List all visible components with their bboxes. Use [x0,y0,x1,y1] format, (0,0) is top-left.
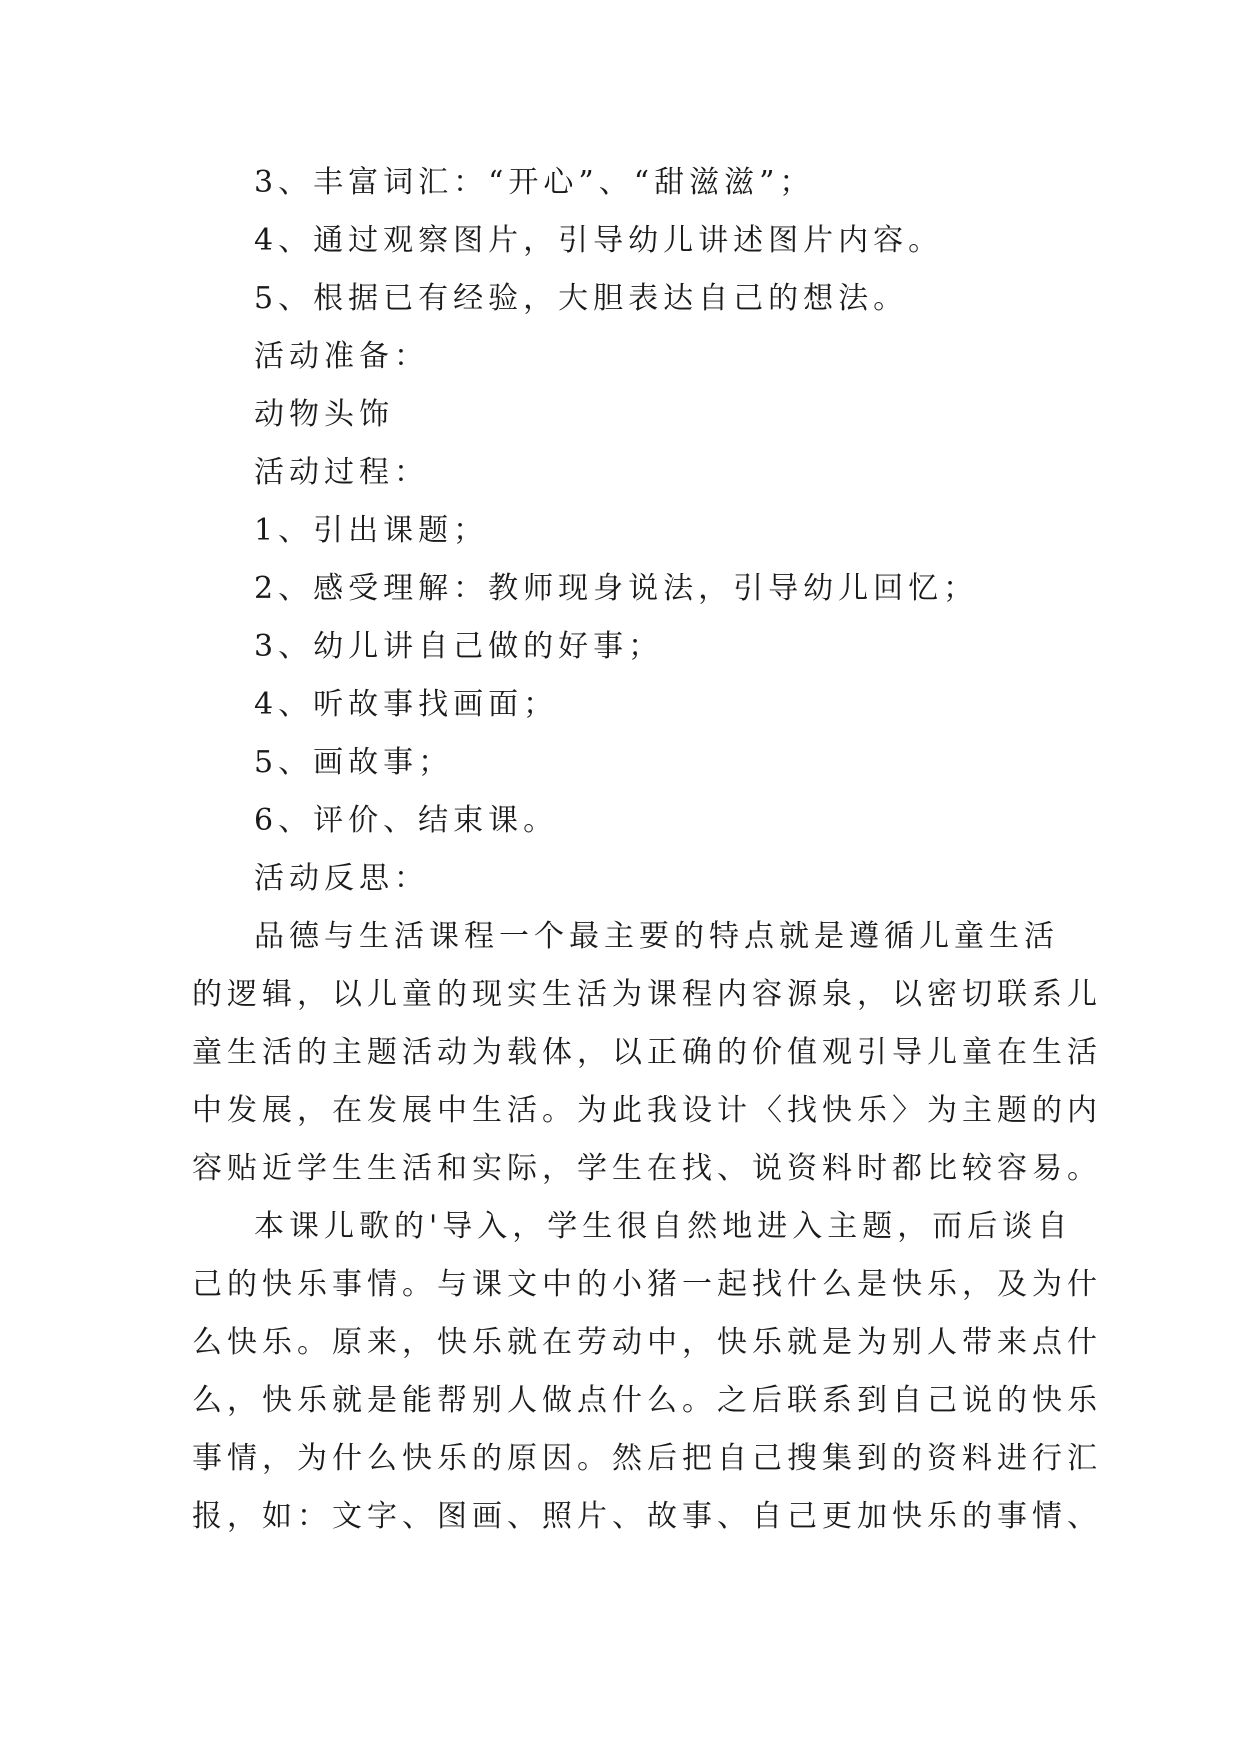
heading-reflection: 活动反思： [254,861,429,896]
paragraph-line: 事情，为什么快乐的原因。然后把自己搜集到的资料进行汇 [192,1441,1102,1476]
preparation-item: 动物头饰 [254,397,394,432]
paragraph-line: 品德与生活课程一个最主要的特点就是遵循儿童生活 [254,919,1059,954]
paragraph-line: 中发展，在发展中生活。为此我设计〈找快乐〉为主题的内 [192,1093,1102,1128]
process-step-4: 4、听故事找画面； [254,687,559,722]
process-step-3: 3、幼儿讲自己做的好事； [254,629,664,664]
heading-preparation: 活动准备： [254,339,429,374]
heading-process: 活动过程： [254,455,429,490]
paragraph-line: 容贴近学生生活和实际，学生在找、说资料时都比较容易。 [192,1151,1102,1186]
paragraph-line: 己的快乐事情。与课文中的小猪一起找什么是快乐，及为什 [192,1267,1102,1302]
objective-4: 4、通过观察图片，引导幼儿讲述图片内容。 [254,223,944,258]
paragraph-line: 本课儿歌的'导入，学生很自然地进入主题，而后谈自 [254,1209,1073,1244]
process-step-2: 2、感受理解：教师现身说法，引导幼儿回忆； [254,571,979,606]
process-step-6: 6、评价、结束课。 [254,803,559,838]
objective-3: 3、丰富词汇：“开心”、“甜滋滋”； [254,165,815,200]
paragraph-line: 报，如：文字、图画、照片、故事、自己更加快乐的事情、 [192,1499,1102,1534]
objective-5: 5、根据已有经验，大胆表达自己的想法。 [254,281,909,316]
process-step-1: 1、引出课题； [254,513,489,548]
process-step-5: 5、画故事； [254,745,454,780]
paragraph-line: 童生活的主题活动为载体，以正确的价值观引导儿童在生活 [192,1035,1102,1070]
paragraph-line: 么快乐。原来，快乐就在劳动中，快乐就是为别人带来点什 [192,1325,1102,1360]
paragraph-line: 的逻辑，以儿童的现实生活为课程内容源泉，以密切联系儿 [192,977,1102,1012]
paragraph-line: 么，快乐就是能帮别人做点什么。之后联系到自己说的快乐 [192,1383,1102,1418]
